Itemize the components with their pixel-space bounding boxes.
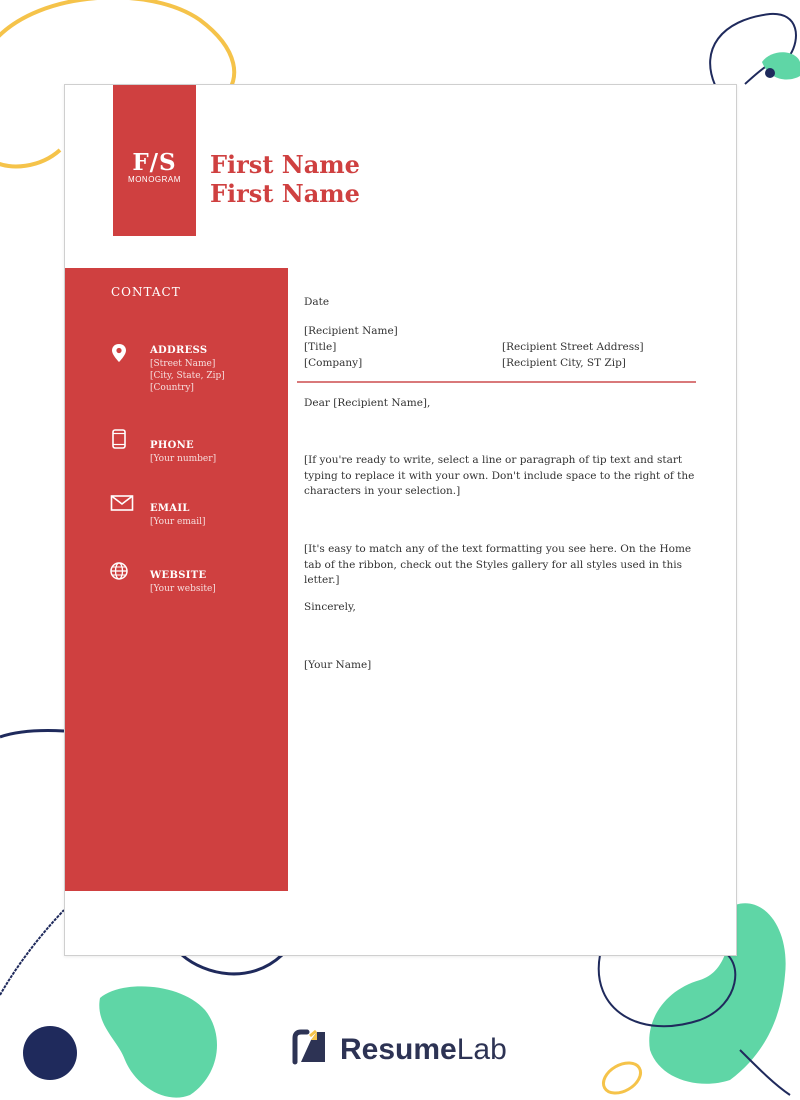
navy-curve-bottom-center — [182, 955, 282, 974]
address-country: [Country] — [150, 383, 194, 393]
navy-blob-bottom-left — [23, 1026, 77, 1080]
email-value: [Your email] — [150, 517, 206, 527]
navy-line-bottom-right — [740, 1050, 790, 1095]
address-city: [City, State, Zip] — [150, 371, 225, 381]
recipient-title: [Title] — [304, 341, 337, 353]
cover-letter-page — [64, 84, 737, 956]
resumelab-wordmark — [340, 1032, 507, 1068]
phone-icon — [109, 426, 129, 452]
resumelab-logo-icon — [289, 1028, 333, 1068]
recipient-divider — [297, 381, 696, 383]
monogram-caption: MONOGRAM — [128, 175, 181, 184]
letter-date: Date — [304, 296, 330, 308]
yellow-ring-bottom-right — [598, 1057, 646, 1100]
name-heading — [210, 150, 360, 208]
recipient-city: [Recipient City, ST Zip] — [502, 357, 626, 369]
location-pin-icon — [109, 343, 129, 363]
website-label: WEBSITE — [150, 570, 207, 581]
brand-name-part2: Lab — [456, 1033, 507, 1066]
address-street: [Street Name] — [150, 359, 216, 369]
recipient-name: [Recipient Name] — [304, 325, 398, 337]
body-paragraph-2: [It's easy to match any of the text formatting you see here. On the Home tab of the ribbon, check out the Styles gallery for all styles used in this letter.] — [304, 543, 692, 586]
globe-icon — [109, 561, 129, 581]
recipient-company: [Company] — [304, 357, 363, 369]
monogram: F/S — [132, 149, 177, 176]
website-value: [Your website] — [150, 584, 216, 594]
phone-value: [Your number] — [150, 454, 217, 464]
navy-dot-top-right — [765, 68, 775, 78]
email-label: EMAIL — [150, 503, 190, 514]
envelope-icon — [109, 493, 135, 513]
navy-curve-left-bottom — [0, 910, 64, 995]
brand-name-part1: Resume — [340, 1033, 457, 1066]
name-line-2: First Name — [210, 179, 360, 208]
contact-sidebar — [65, 268, 288, 891]
salutation: Dear [Recipient Name], — [304, 397, 431, 409]
signature-name: [Your Name] — [304, 659, 372, 671]
phone-label: PHONE — [150, 440, 194, 451]
navy-line-left — [0, 731, 64, 737]
recipient-street: [Recipient Street Address] — [502, 341, 644, 353]
name-line-1: First Name — [210, 150, 360, 179]
body-paragraph-1: [If you're ready to write, select a line or paragraph of tip text and start typing to replace it with your own. Don't include space to the right of the characters in your selection.] — [304, 454, 695, 497]
monogram-box — [113, 85, 196, 236]
contact-title: CONTACT — [111, 285, 181, 299]
mint-blob-bottom-left — [99, 986, 217, 1097]
closing: Sincerely, — [304, 601, 356, 613]
address-label: ADDRESS — [150, 345, 208, 356]
